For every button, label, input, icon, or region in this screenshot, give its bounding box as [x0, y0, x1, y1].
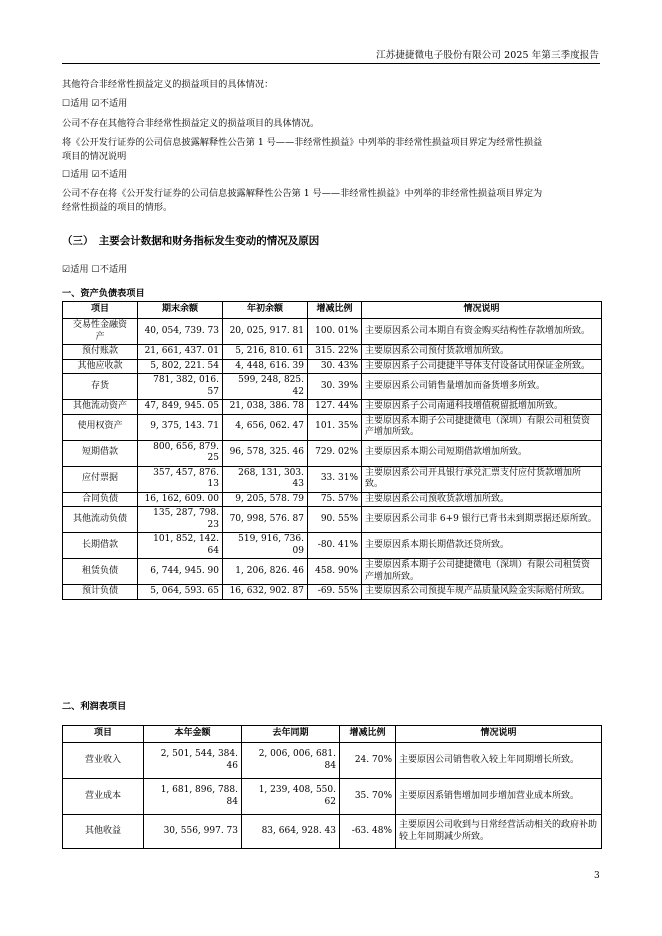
income-cell-item: 其他收益 — [63, 815, 144, 849]
balance-cell-note: 主要原因系公司本期自有资金购买结构性存款增加所致。 — [362, 319, 602, 345]
income-cell-cur: 30, 556, 997. 73 — [144, 815, 242, 849]
balance-cell-note: 主要原因系公司预付货款增加所致。 — [362, 345, 602, 360]
income-cell-pct: 24. 70% — [340, 743, 396, 779]
income-cell-cur: 2, 501, 544, 384. 46 — [144, 743, 242, 779]
balance-cell-note: 主要原因系公司非 6+9 银行已背书未到期票据还原所致。 — [362, 507, 602, 533]
balance-cell-note: 主要原因系本期子公司捷捷微电（深圳）有限公司租赁资产增加所致。 — [362, 414, 602, 440]
balance-cell-begin: 599, 248, 825. 42 — [223, 374, 308, 400]
applicable-checkbox-row-1: ☐适用 ☑不适用 — [62, 98, 128, 109]
balance-cell-item: 短期借款 — [63, 440, 138, 466]
balance-cell-pct: 101. 35% — [308, 414, 362, 440]
applicable-checkbox-row-2: ☐适用 ☑不适用 — [62, 169, 128, 180]
income-header-current: 本年金额 — [144, 726, 242, 743]
balance-row — [63, 319, 602, 345]
balance-sheet-table — [62, 301, 602, 600]
balance-cell-end: 101, 852, 142. 64 — [138, 533, 223, 559]
balance-cell-end: 47, 849, 945. 05 — [138, 400, 223, 415]
header-rule — [62, 63, 600, 64]
paragraph-reclassification-label: 将《公开发行证券的公司信息披露解释性公告第 1 号——非经常性损益》中列举的非经常性损益项目界定为经常性损益 项目的情况说明 — [62, 137, 543, 162]
income-cell-pct: 35. 70% — [340, 779, 396, 815]
balance-cell-end: 5, 802, 221. 54 — [138, 359, 223, 374]
balance-cell-item: 租赁负债 — [63, 559, 138, 585]
balance-header-end: 期末余额 — [138, 302, 223, 319]
balance-cell-end: 9, 375, 143. 71 — [138, 414, 223, 440]
balance-row — [63, 507, 602, 533]
balance-row — [63, 400, 602, 415]
income-header-note: 情况说明 — [396, 726, 602, 743]
income-row — [63, 779, 602, 815]
balance-cell-begin: 5, 216, 810. 61 — [223, 345, 308, 360]
income-row — [63, 815, 602, 849]
balance-row — [63, 440, 602, 466]
balance-cell-end: 21, 661, 437. 01 — [138, 345, 223, 360]
balance-cell-begin: 16, 632, 902. 87 — [223, 585, 308, 600]
balance-cell-item: 合同负债 — [63, 492, 138, 507]
balance-cell-begin: 4, 656, 062. 47 — [223, 414, 308, 440]
income-cell-pct: -63. 48% — [340, 815, 396, 849]
balance-cell-end: 40, 054, 739. 73 — [138, 319, 223, 345]
balance-cell-begin: 96, 578, 325. 46 — [223, 440, 308, 466]
balance-cell-pct: 33. 31% — [308, 466, 362, 492]
page-number: 3 — [594, 871, 600, 881]
balance-cell-end: 781, 382, 016. 57 — [138, 374, 223, 400]
balance-cell-item: 使用权资产 — [63, 414, 138, 440]
income-cell-item: 营业收入 — [63, 743, 144, 779]
section-heading-changes: （三） 主要会计数据和财务指标发生变动的情况及原因 — [62, 235, 320, 247]
balance-cell-note: 主要原因系公司预收货款增加所致。 — [362, 492, 602, 507]
balance-cell-note: 主要原因系公司开具银行承兑汇票支付应付货款增加所致。 — [362, 466, 602, 492]
balance-cell-pct: 315. 22% — [308, 345, 362, 360]
balance-cell-note: 主要原因系本期子公司捷捷微电（深圳）有限公司租赁资产增加所致。 — [362, 559, 602, 585]
subsection-heading-balance-sheet: 一、资产负债表项目 — [62, 288, 145, 299]
income-header-previous: 去年同期 — [242, 726, 340, 743]
paragraph-no-reclassification: 公司不存在将《公开发行证券的公司信息披露解释性公告第 1 号——非经常性损益》中列举的非经常性损益项目界定为 经常性损益的项目的情形。 — [62, 188, 543, 213]
balance-cell-pct: 30. 39% — [308, 374, 362, 400]
balance-header-note: 情况说明 — [362, 302, 602, 319]
balance-cell-item: 其他流动资产 — [63, 400, 138, 415]
balance-cell-item: 其他应收款 — [63, 359, 138, 374]
balance-cell-note: 主要原因系公司预提车规产品质量风险金实际赔付所致。 — [362, 585, 602, 600]
subsection-heading-income: 二、利润表项目 — [62, 701, 127, 712]
balance-cell-begin: 4, 448, 616. 39 — [223, 359, 308, 374]
balance-cell-item: 预付账款 — [63, 345, 138, 360]
balance-cell-begin: 70, 998, 576. 87 — [223, 507, 308, 533]
income-header-pct: 增减比例 — [340, 726, 396, 743]
income-cell-item: 营业成本 — [63, 779, 144, 815]
balance-cell-pct: 729. 02% — [308, 440, 362, 466]
balance-header-item: 项目 — [63, 302, 138, 319]
income-cell-prev: 83, 664, 928. 43 — [242, 815, 340, 849]
balance-cell-note: 主要原因系子公司南通科技增值税留抵增加所致。 — [362, 400, 602, 415]
balance-cell-note: 主要原因系本期长期借款还贷所致。 — [362, 533, 602, 559]
balance-cell-pct: -80. 41% — [308, 533, 362, 559]
balance-cell-begin: 21, 038, 386. 78 — [223, 400, 308, 415]
balance-header-pct: 增减比例 — [308, 302, 362, 319]
balance-header-begin: 年初余额 — [223, 302, 308, 319]
balance-cell-item: 交易性金融资 产 — [63, 319, 138, 345]
balance-cell-end: 5, 064, 593. 65 — [138, 585, 223, 600]
balance-cell-end: 800, 656, 879. 25 — [138, 440, 223, 466]
balance-cell-end: 6, 744, 945. 90 — [138, 559, 223, 585]
balance-row — [63, 374, 602, 400]
balance-cell-note: 主要原因系本期公司短期借款增加所致。 — [362, 440, 602, 466]
balance-table-body — [63, 319, 602, 600]
balance-cell-item: 其他流动负债 — [63, 507, 138, 533]
balance-cell-pct: 127. 44% — [308, 400, 362, 415]
income-cell-prev: 2, 006, 006, 681. 84 — [242, 743, 340, 779]
balance-cell-begin: 20, 025, 917. 81 — [223, 319, 308, 345]
balance-cell-begin: 1, 206, 826. 46 — [223, 559, 308, 585]
balance-cell-pct: -69. 55% — [308, 585, 362, 600]
balance-row — [63, 533, 602, 559]
balance-cell-begin: 268, 131, 303. 43 — [223, 466, 308, 492]
balance-cell-item: 预计负债 — [63, 585, 138, 600]
balance-cell-pct: 30. 43% — [308, 359, 362, 374]
balance-row — [63, 585, 602, 600]
balance-cell-end: 135, 287, 798. 23 — [138, 507, 223, 533]
balance-cell-pct: 100. 01% — [308, 319, 362, 345]
balance-cell-end: 16, 162, 609. 00 — [138, 492, 223, 507]
balance-cell-begin: 519, 916, 736. 09 — [223, 533, 308, 559]
income-cell-cur: 1, 681, 896, 788. 84 — [144, 779, 242, 815]
balance-row — [63, 466, 602, 492]
balance-cell-item: 长期借款 — [63, 533, 138, 559]
paragraph-no-other-items: 公司不存在其他符合非经常性损益定义的损益项目的具体情况。 — [62, 118, 320, 129]
income-cell-prev: 1, 239, 408, 550. 62 — [242, 779, 340, 815]
balance-row — [63, 492, 602, 507]
income-cell-note: 主要原因公司销售收入较上年同期增长所致。 — [396, 743, 602, 779]
balance-cell-item: 应付票据 — [63, 466, 138, 492]
balance-row — [63, 359, 602, 374]
balance-cell-item: 存货 — [63, 374, 138, 400]
income-table-body — [63, 743, 602, 849]
page-header-title: 江苏捷捷微电子股份有限公司 2025 年第三季度报告 — [376, 50, 599, 61]
balance-cell-note: 主要原因系公司销售量增加而备货增多所致。 — [362, 374, 602, 400]
income-table — [62, 725, 602, 849]
income-cell-note: 主要原因公司收到与日常经营活动相关的政府补助较上年同期减少所致。 — [396, 815, 602, 849]
income-cell-note: 主要原因系销售增加同步增加营业成本所致。 — [396, 779, 602, 815]
income-header-item: 项目 — [63, 726, 144, 743]
balance-row — [63, 345, 602, 360]
income-table-header-row — [63, 726, 602, 743]
balance-cell-pct: 90. 55% — [308, 507, 362, 533]
balance-cell-pct: 75. 57% — [308, 492, 362, 507]
balance-row — [63, 559, 602, 585]
paragraph-other-items-label: 其他符合非经常性损益定义的损益项目的具体情况： — [62, 79, 274, 90]
balance-cell-begin: 9, 205, 578. 79 — [223, 492, 308, 507]
balance-table-header-row — [63, 302, 602, 319]
balance-cell-note: 主要原因系子公司捷捷半导体支付设备试用保证金所致。 — [362, 359, 602, 374]
applicable-checkbox-row-3: ☑适用 ☐不适用 — [62, 264, 128, 275]
balance-cell-pct: 458. 90% — [308, 559, 362, 585]
balance-cell-end: 357, 457, 876. 13 — [138, 466, 223, 492]
balance-row — [63, 414, 602, 440]
income-row — [63, 743, 602, 779]
